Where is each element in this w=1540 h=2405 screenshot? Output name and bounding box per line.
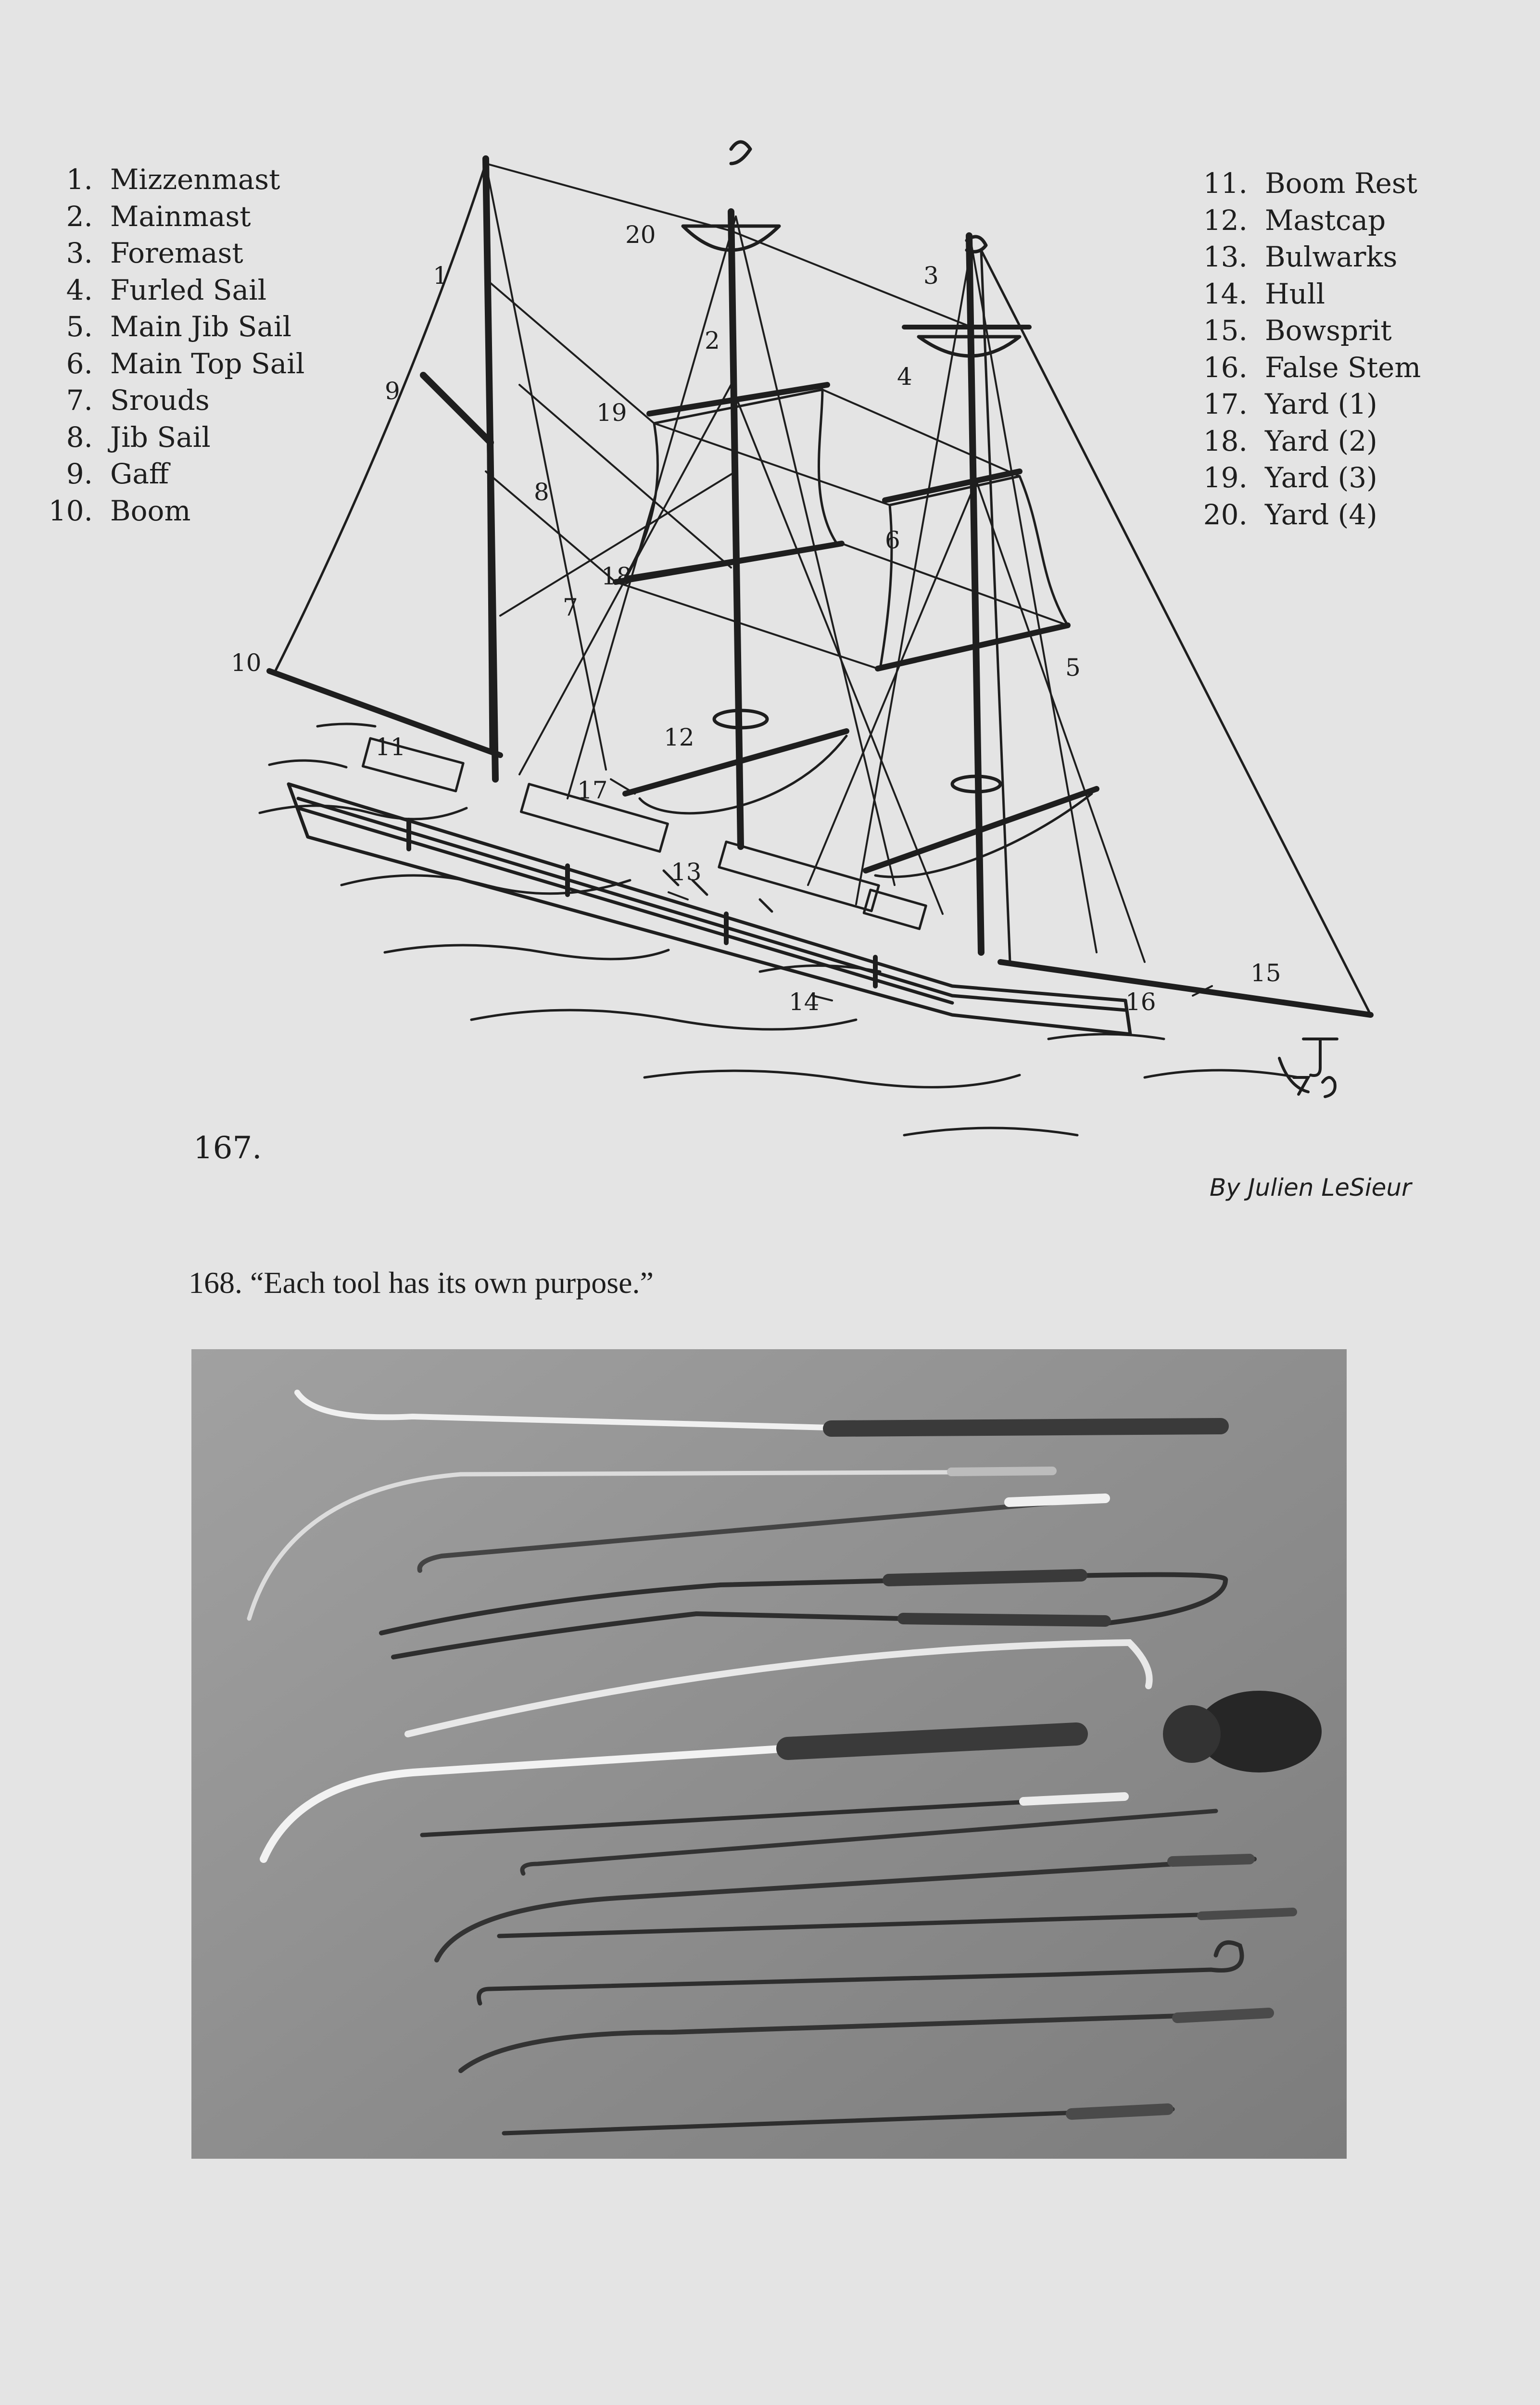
legend-number: 5. (66, 310, 93, 343)
legend-label: Foremast (110, 237, 243, 269)
legend-number: 11. (1203, 167, 1248, 200)
callout-numbers (231, 221, 1281, 1016)
legend-label: Hull (1265, 277, 1325, 310)
legend-number: 18. (1203, 424, 1248, 457)
legend-label: Jib Sail (110, 420, 211, 454)
callout-17: 17 (577, 776, 608, 804)
callout-6: 6 (885, 526, 900, 554)
legend-label: Bowsprit (1265, 314, 1392, 347)
legend-number: 14. (1203, 277, 1248, 310)
legend-label: Furled Sail (110, 273, 267, 306)
callout-13: 13 (671, 858, 702, 886)
callout-15: 15 (1250, 959, 1281, 987)
legend-number: 15. (1203, 314, 1248, 347)
artist-signature (1279, 1039, 1337, 1097)
spanker-sail (274, 164, 491, 750)
callout-20: 20 (625, 221, 656, 249)
callout-19: 19 (596, 399, 627, 427)
legend-label: Boom (110, 494, 191, 527)
callout-10: 10 (231, 649, 262, 677)
callout-2: 2 (705, 327, 720, 354)
legend-label: False Stem (1265, 351, 1421, 384)
legend-label: Boom Rest (1265, 167, 1417, 200)
legend-label: Main Top Sail (110, 347, 305, 380)
legend-number: 3. (66, 237, 93, 269)
callout-9: 9 (385, 377, 400, 405)
legend-number: 8. (66, 420, 93, 454)
legend-number: 10. (48, 494, 93, 527)
legend-label: Yard (2) (1265, 424, 1377, 457)
furled-sail-fore (875, 794, 1092, 877)
legend-label: Yard (3) (1265, 461, 1377, 494)
callout-4: 4 (897, 363, 912, 391)
legend-number: 19. (1203, 461, 1248, 494)
legend-number: 17. (1203, 388, 1248, 420)
callout-11: 11 (375, 733, 406, 761)
legend-label: Main Jib Sail (110, 310, 292, 343)
ship-drawing (231, 135, 1398, 1164)
water-lines (260, 724, 1299, 1135)
callout-14: 14 (789, 988, 820, 1016)
legend-number: 20. (1203, 498, 1248, 531)
figure-168-caption: 168. “Each tool has its own purpose.” (189, 1266, 654, 1300)
legend-label: Gaff (110, 457, 169, 490)
legend-number: 12. (1203, 203, 1248, 237)
legend-number: 4. (66, 273, 93, 306)
legend-number: 1. (66, 163, 93, 196)
legend-label: Yard (4) (1265, 498, 1377, 531)
callout-8: 8 (534, 478, 549, 506)
legend-number: 7. (66, 384, 93, 417)
callout-18: 18 (601, 562, 632, 590)
callout-1: 1 (433, 262, 448, 290)
figure-167-number: 167. (193, 1130, 262, 1166)
callout-12: 12 (664, 723, 694, 751)
legend-number: 9. (66, 457, 93, 490)
legend-label: Srouds (110, 384, 210, 417)
legend-label: Mizzenmast (110, 163, 280, 196)
legend-number: 16. (1203, 351, 1248, 384)
legend-number: 2. (66, 200, 93, 233)
callout-3: 3 (923, 262, 939, 290)
callout-7: 7 (563, 594, 578, 621)
legend-label: Yard (1) (1265, 388, 1377, 420)
artist-credit: By Julien LeSieur (1210, 1174, 1412, 1202)
legend-label: Mastcap (1265, 203, 1386, 237)
legend-label: Bulwarks (1265, 240, 1398, 273)
legend-label: Mainmast (110, 200, 251, 233)
callout-5: 5 (1065, 654, 1081, 682)
legend-number: 6. (66, 347, 93, 380)
callout-16: 16 (1125, 988, 1156, 1016)
legend-number: 13. (1203, 240, 1248, 273)
tools-photo (191, 1349, 1347, 2159)
